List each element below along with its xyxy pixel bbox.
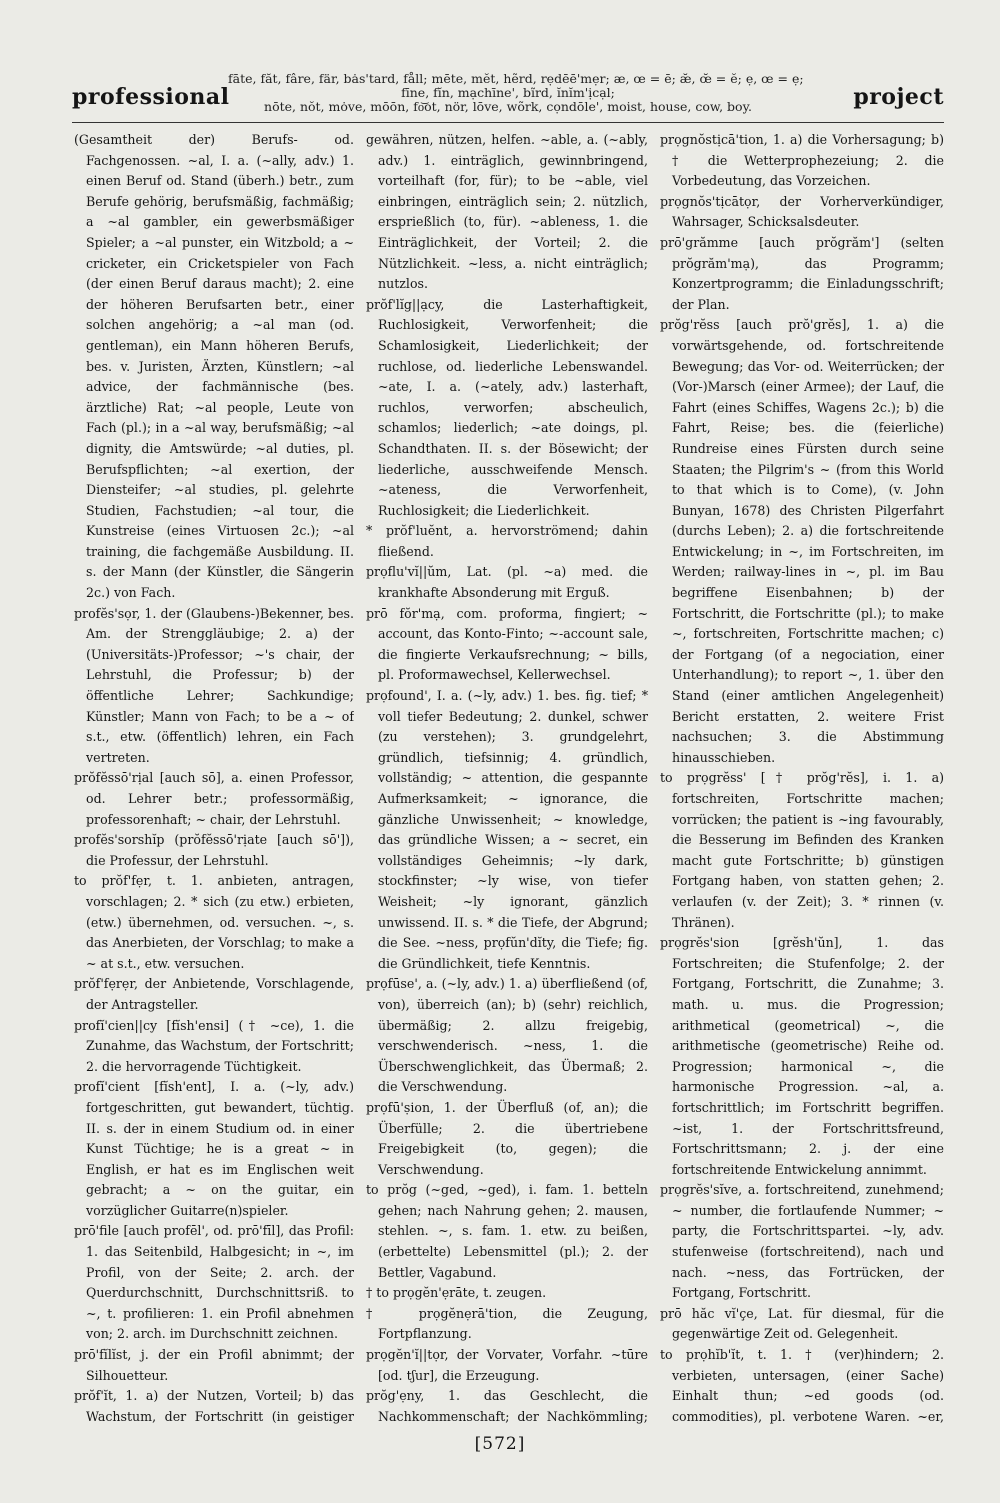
dictionary-entry: gewähren, nützen, helfen. ~able, a. (~ably, adv.) 1. einträglich, gewinnbringend, vorteilhaft (for, für); to be ~able, viel einbringen, einträglich sein; 2. nützlich, ersprießlich (to, für). ~ableness, 1. die Einträglichkeit, der Vorteil; 2. die Nützlichkeit. ~less, a. nicht einträglich; nutzlos. [366, 132, 648, 292]
dictionary-entry: prọgĕn'ĭ||tọr, der Vorvater, Vorfahr. ~tūre [od. tʃur], die Erzeugung. [366, 1347, 648, 1383]
dictionary-entry: (Gesamtheit der) Berufs- od. Fachgenossen. ~al, I. a. (~ally, adv.) 1. einen Beruf od. Stand (überh.) betr., zum Berufe gehörig, berufsmäßig, fachmäßig; a ~al gambler, ein gewerbsmäßiger Spieler; a ~al punster, ein Witzbold; a ~ cricketer, ein Cricketspieler von Fach (der einen Beruf daraus macht); 2. eine der höheren Berufsarten betr., einer solchen angehörig; a ~al man (od. gentleman), ein Mann höheren Berufs, bes. v. Juristen, Ärzten, Künstlern; ~al advice, der fachmännische (bes. ärztliche) Rat; ~al people, Leute von Fach (pl.); in a ~al way, berufsmäßig; ~al dignity, die Amtswürde; ~al duties, pl. Berufspflichten; ~al exertion, der Diensteifer; ~al studies, pl. gelehrte Studien, Fachstudien; ~al tour, die Kunstreise (eines Virtuosen 2c.); ~al training, die fachgemäße Ausbildung. II. s. der Mann (der Künstler, die Sängerin 2c.) von Fach. [74, 132, 354, 601]
dictionary-entry: prŏg'ẹny, 1. das Geschlecht, die Nachkommenschaft; der Nachkömmling; [366, 1388, 648, 1424]
dictionary-entry: prō'fĭlĭst, j. der ein Profil abnimmt; der Silhouetteur. [74, 1347, 354, 1383]
dictionary-entry: profĭ'cien||cy [fĭsh'ensi] († ~ce), 1. die Zunahme, das Wachstum, der Fortschritt; 2. die hervorragende Tüchtigkeit. [74, 1017, 354, 1074]
left-guide-word: professional [72, 84, 230, 110]
dictionary-entry: † prọgĕnẹrā'tion, die Zeugung, Fortpflanzung. [366, 1305, 648, 1342]
dictionary-entry: prọgrĕs'sĭve, a. fortschreitend, zunehmend; ~ number, die fortlaufende Nummer; ~ party, die Fortschrittspartei. ~ly, adv. stufenweise (fortschreitend), nach und nach. ~ness, das Fortrücken, der Fortgang, Fortschritt. [660, 1182, 944, 1301]
dictionary-entry: prọgrĕs'sion [grĕsh'ŭn], 1. das Fortschreiten; die Stufenfolge; 2. der Fortgang, Fortschritt, die Zunahme; 3. math. u. mus. die Progression; arithmetical (geometrical) ~, die arithmetische (geometrische) Reihe od. Progression; harmonical ~, die harmonische Progression. ~al, a. fortschrittlich; im Fortschritt begriffen. ~ist, 1. der Fortschrittsfreund, Fortschrittsmann; 2. j. der eine fortschreitende Entwickelung annimmt. [660, 935, 944, 1177]
dictionary-entry: prọflu'vĭ||ŭm, Lat. (pl. ~a) med. die krankhafte Absonderung mit Erguß. [366, 564, 648, 601]
dictionary-entry: prọgnŏs'tịcātọr, der Vorherverkündiger, Wahrsager, Schicksalsdeuter. [660, 193, 944, 230]
dictionary-entry: profĭ'cient [fĭsh'ent], I. a. (~ly, adv.) fortgeschritten, gut bewandert, tüchtig. II. s. der in einem Studium od. in einer Kunst Tüchtige; he is a great ~ in English, er hat es im Englischen weit gebracht; a ~ on the guitar, ein vorzüglicher Guitarre(n)spieler. [74, 1079, 354, 1218]
dictionary-entry: prō fŏr'mạ, com. proforma, fingiert; ~ account, das Konto-Finto; ~-account sale, die fingierte Verkaufsrechnung; ~ bills, pl. Proformawechsel, Kellerwechsel. [366, 605, 648, 683]
dictionary-entry: prŏfĕssō'rịal [auch sō], a. einen Professor, od. Lehrer betr.; professormäßig, professorenhaft; ~ chair, der Lehrstuhl. [74, 770, 354, 827]
dictionary-entry: * prŏf'luĕnt, a. hervorströmend; dahin fließend. [366, 523, 648, 559]
column-middle [366, 130, 648, 1425]
dictionary-entry: prō'grămme [auch prŏgrăm'] (selten prŏgrăm'mạ), das Programm; Konzertprogramm; die Einladungsschrift; der Plan. [660, 234, 944, 312]
dictionary-entry: prọgnŏstịcā'tion, 1. a) die Vorhersagung; b) † die Wetterprophezeiung; 2. die Vorbedeutung, das Vorzeichen. [660, 132, 944, 189]
dictionary-entry: prọfū'ṣion, 1. der Überfluß (of, an); die Überfülle; 2. die übertriebene Freigebigkeit (to, gegen); die Verschwendung. [366, 1099, 648, 1177]
dictionary-entry: prọfound', I. a. (~ly, adv.) 1. bes. fig. tief; * voll tiefer Bedeutung; 2. dunkel, schwer (zu verstehen); 3. grundgelehrt, gründlich, tiefsinnig; 4. gründlich, vollständig; ~ attention, die gespannte Aufmerksamkeit; ~ ignorance, die gänzliche Unwissenheit; ~ knowledge, das gründliche Wissen; a ~ secret, ein vollständiges Geheimnis; ~ly dark, stockfinster; ~ly wise, von tiefer Weisheit; ~ly ignorant, gänzlich unwissend. II. s. * die Tiefe, der Abgrund; die See. ~ness, prọfŭn'dĭty, die Tiefe; fig. die Gründlichkeit, tiefe Kenntnis. [366, 688, 648, 971]
dictionary-entry: † to prọgĕn'ẹrāte, t. zeugen. [366, 1285, 547, 1301]
column-left [74, 130, 354, 1425]
pronunciation-guide-line-1: fāte, făt, fâre, fär, bȧs'tard, fåll; mēte, mĕt, hẽrd, rẹdēē'mẹr; æ, œ = ē; æ̆, œ̆ = ĕ; ẹ, œ = ẹ; [228, 71, 804, 86]
dictionary-entry: prŏg'rĕss [auch prŏ'grĕs], 1. a) die vorwärtsgehende, od. fortschreitende Bewegung; das Vor- od. Weiterrücken; der (Vor-)Marsch (einer Armee); der Lauf, die Fahrt (eines Schiffes, Wagens 2c.); b) die Fahrt, Reise; bes. die (feierliche) Rundreise eines Fürsten durch seine Staaten; the Pilgrim's ~ (from this World to that which is to Come), (v. John Bunyan, 1678) des Christen Pilgerfahrt (durchs Leben); 2. a) die fortschreitende Entwickelung; in ~, im Fortschreiten, im Werden; railway-lines in ~, pl. im Bau begriffene Eisenbahnen; b) der Fortschritt, die Fortschritte (pl.); to make ~, fortschreiten, Fortschritte machen; c) der Fortgang (of a negociation, einer Unterhandlung); to report ~, 1. über den Stand (einer amtlichen Angelegenheit) Bericht erstatten, 2. weitere Frist nachsuchen; 3. die Abstimmung hinausschieben. [660, 317, 944, 765]
dictionary-entry: profĕs'sorshĭp (prŏfĕssō'rịate [auch sō']), die Professur, der Lehrstuhl. [74, 832, 354, 868]
pronunciation-guide-line-2: fīne, fĭn, mạchīne', bĩrd, ĭnĭm'ịcạl; [401, 85, 615, 100]
dictionary-entry: profĕs'sọr, 1. der (Glaubens-)Bekenner, bes. Am. der Strenggläubige; 2. a) der (Universitäts-)Professor; ~'s chair, der Lehrstuhl, die Professur; b) der öffentliche Lehrer; Sachkundige; Künstler; Mann von Fach; to be a ~ of s.t., etw. (öffentlich) lehren, ein Fach vertreten. [74, 605, 354, 765]
right-guide-word: project [853, 84, 944, 110]
pronunciation-guide-line-3: nōte, nŏt, mȯve, mōōn, fo͝ot, nör, lōve, wõrk, cọndōle', moist, house, cow, boy. [264, 99, 752, 114]
dictionary-entry: to prŏf'fẹr, t. 1. anbieten, antragen, vorschlagen; 2. * sich (zu etw.) erbieten, (etw.) übernehmen, od. versuchen. ~, s. das Anerbieten, der Vorschlag; to make a ~ at s.t., etw. versuchen. [74, 873, 354, 971]
header-rule [72, 122, 944, 123]
column-right [660, 130, 944, 1425]
dictionary-entry: to prŏg (~ged, ~ged), i. fam. 1. betteln gehen; nach Nahrung gehen; 2. mausen, stehlen. ~, s. fam. 1. etw. zu beißen, (erbettelte) Lebensmittel (pl.); 2. der Bettler, Vagabund. [366, 1182, 648, 1280]
dictionary-entry: to prọgrĕss' [† prŏg'rĕs], i. 1. a) fortschreiten, Fortschritte machen; vorrücken; the patient is ~ing favourably, die Besserung im Befinden des Kranken macht gute Fortschritte; b) günstigen Fortgang haben, von statten gehen; 2. verlaufen (v. der Zeit); 3. * rinnen (v. Thränen). [660, 770, 944, 930]
dictionary-entry: prŏf'ĭt, 1. a) der Nutzen, Vorteil; b) das Wachstum, der Fortschritt (in geistiger [74, 1388, 354, 1424]
dictionary-entry: to prọhĭb'ĭt, t. 1. † (ver)hindern; 2. verbieten, untersagen, (einer Sache) Einhalt thun; ~ed goods (od. commodities), pl. verbotene Waren. ~er, [660, 1347, 944, 1424]
dictionary-entry: prọfūse', a. (~ly, adv.) 1. a) überfließend (of, von), überreich (an); b) (sehr) reichlich, übermäßig; 2. allzu freigebig, verschwenderisch. ~ness, 1. die Überschwenglichkeit, das Übermaß; 2. die Verschwendung. [366, 976, 648, 1095]
dictionary-entry: prŏf'fẹrẹr, der Anbietende, Vorschlagende, der Antragsteller. [74, 976, 354, 1012]
dictionary-entry: prō hăc vĭ'çe, Lat. für diesmal, für die gegenwärtige Zeit od. Gelegenheit. [660, 1305, 944, 1342]
dictionary-entry: prō'file [auch profēl', od. prō'fīl], das Profil: 1. das Seitenbild, Halbgesicht; in ~, im Profil, von der Seite; 2. arch. der Querdurchschnitt, Durchschnittsriß. to ~, t. profilieren: 1. ein Profil abnehmen von; 2. arch. im Durchschnitt zeichnen. [74, 1223, 354, 1342]
page-number: [572] [474, 1434, 526, 1454]
dictionary-entry: prŏf'lĭg||ạcy, die Lasterhaftigkeit, Ruchlosigkeit, Verworfenheit; die Schamlosigkeit, Liederlichkeit; der ruchlose, od. liederliche Lebenswandel. ~ate, I. a. (~ately, adv.) lasterhaft, ruchlos, verworfen; abscheulich, schamlos; liederlich; ~ate doings, pl. Schandthaten. II. s. der Bösewicht; der liederliche, ausschweifende Mensch. ~ateness, die Verworfenheit, Ruchlosigkeit; die Liederlichkeit. [366, 296, 648, 518]
